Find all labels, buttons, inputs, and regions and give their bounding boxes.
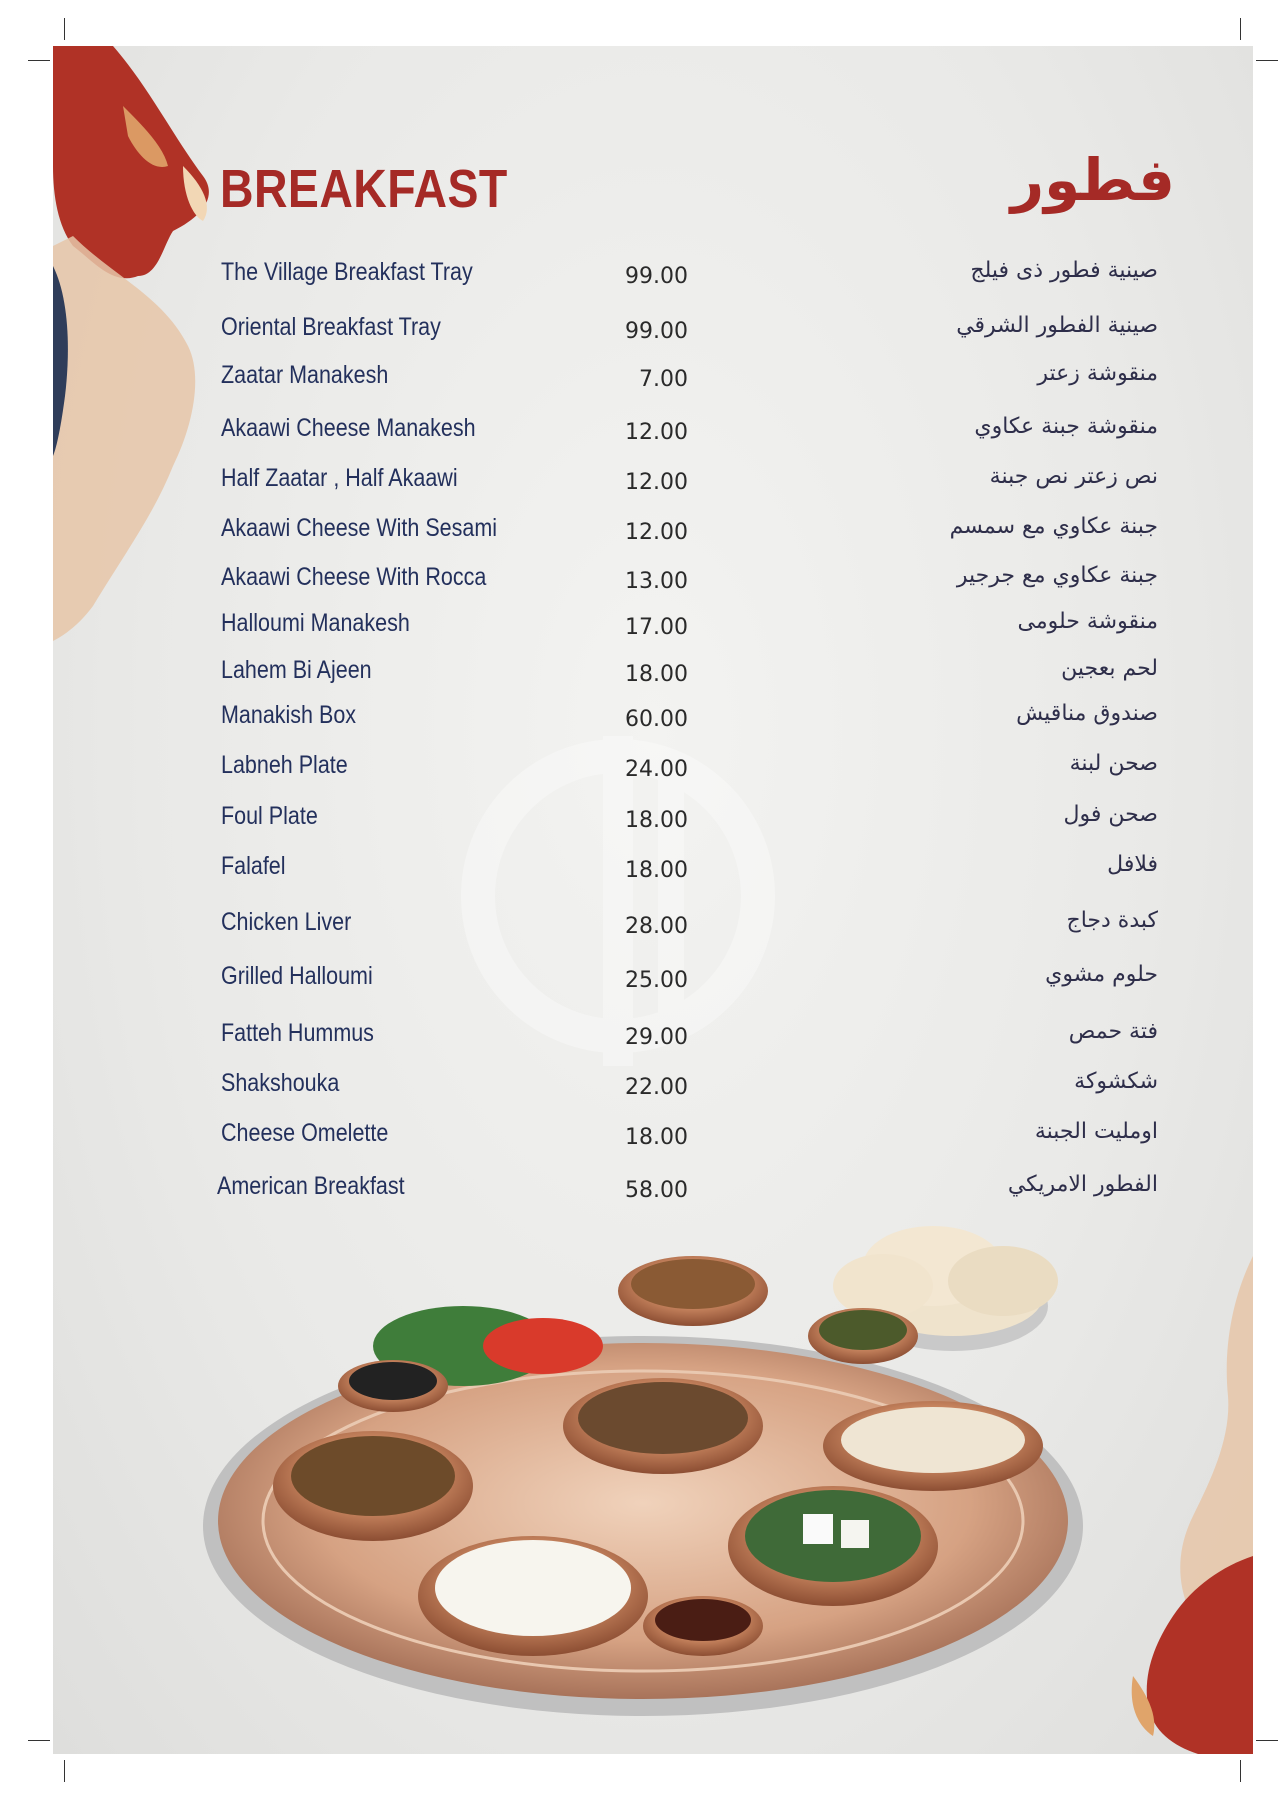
menu-item-arabic-name: منقوشة زعتر	[1037, 361, 1158, 386]
menu-item-name: Akaawi Cheese With Rocca	[221, 563, 487, 591]
menu-item-arabic-name: صحن لبنة	[1069, 751, 1158, 776]
menu-item-price: 12.00	[625, 470, 688, 495]
menu-item-price: 13.00	[625, 569, 688, 594]
menu-item	[53, 656, 1253, 696]
menu-item-arabic-name: صينية الفطور الشرقي	[956, 313, 1158, 338]
crop-mark	[28, 1740, 50, 1741]
menu-item-name: Falafel	[221, 852, 286, 880]
menu-item-name: Cheese Omelette	[221, 1119, 389, 1147]
menu-item	[53, 258, 1253, 298]
menu-item	[53, 701, 1253, 741]
menu-item	[53, 609, 1253, 649]
menu-item-arabic-name: فلافل	[1107, 852, 1158, 877]
menu-item-arabic-name: لحم بعجين	[1061, 656, 1158, 681]
menu-item-name: Akaawi Cheese Manakesh	[221, 414, 476, 442]
menu-item-arabic-name: اومليت الجبنة	[1034, 1119, 1158, 1144]
menu-item	[53, 962, 1253, 1002]
menu-item-name: Manakish Box	[221, 701, 357, 729]
page-title-english: BREAKFAST	[220, 159, 508, 219]
menu-item	[53, 1069, 1253, 1109]
menu-item-name: Foul Plate	[221, 802, 318, 830]
menu-item-arabic-name: حلوم مشوي	[1045, 962, 1158, 987]
crop-mark	[1256, 60, 1278, 61]
menu-item	[53, 563, 1253, 603]
menu-item-name: Fatteh Hummus	[221, 1019, 374, 1047]
menu-item-price: 12.00	[625, 420, 688, 445]
menu-item-name: Shakshouka	[221, 1069, 340, 1097]
crop-mark	[1256, 1740, 1278, 1741]
menu-item-arabic-name: شكشوكة	[1074, 1069, 1158, 1094]
menu-item-name: Akaawi Cheese With Sesami	[221, 514, 498, 542]
menu-item-price: 99.00	[625, 264, 688, 289]
menu-item-price: 28.00	[625, 914, 688, 939]
menu-item-arabic-name: جبنة عكاوي مع جرجير	[956, 563, 1158, 588]
menu-item-arabic-name: صحن فول	[1063, 802, 1158, 827]
menu-item-arabic-name: صندوق مناقيش	[1016, 701, 1158, 726]
menu-item-price: 58.00	[625, 1178, 688, 1203]
menu-item-price: 25.00	[625, 968, 688, 993]
menu-page	[53, 46, 1253, 1754]
menu-item-name: American Breakfast	[217, 1172, 405, 1200]
menu-item	[53, 751, 1253, 791]
menu-item-arabic-name: كبدة دجاج	[1066, 908, 1158, 933]
menu-item-price: 17.00	[625, 615, 688, 640]
menu-item-price: 29.00	[625, 1025, 688, 1050]
menu-item	[53, 414, 1253, 454]
menu-item	[53, 361, 1253, 401]
crop-mark	[1240, 1760, 1241, 1782]
menu-item-name: Half Zaatar , Half Akaawi	[221, 464, 458, 492]
menu-item-arabic-name: فتة حمص	[1068, 1019, 1158, 1044]
crop-mark	[1240, 18, 1241, 40]
menu-item-arabic-name: صينية فطور ذى فيلج	[970, 258, 1158, 283]
menu-item	[53, 852, 1253, 892]
menu-item	[53, 514, 1253, 554]
menu-item	[53, 313, 1253, 353]
menu-item	[53, 802, 1253, 842]
menu-item-price: 18.00	[625, 808, 688, 833]
menu-item-price: 12.00	[625, 520, 688, 545]
menu-item	[53, 464, 1253, 504]
menu-item-price: 99.00	[625, 319, 688, 344]
menu-item-price: 18.00	[625, 858, 688, 883]
menu-item-name: Zaatar Manakesh	[221, 361, 389, 389]
menu-item-price: 18.00	[625, 662, 688, 687]
menu-item-name: Lahem Bi Ajeen	[221, 656, 372, 684]
menu-item-price: 18.00	[625, 1125, 688, 1150]
menu-item	[53, 1019, 1253, 1059]
crop-mark	[64, 1760, 65, 1782]
page-title-arabic: فطور	[1010, 146, 1175, 214]
menu-item-arabic-name: منقوشة جبنة عكاوي	[974, 414, 1158, 439]
menu-item-arabic-name: منقوشة حلومى	[1017, 609, 1158, 634]
crop-mark	[28, 60, 50, 61]
menu-item	[53, 1119, 1253, 1159]
breakfast-tray-image	[173, 1196, 1113, 1736]
menu-item-arabic-name: الفطور الامريكي	[1007, 1172, 1158, 1197]
menu-item-name: The Village Breakfast Tray	[221, 258, 473, 286]
menu-item	[53, 908, 1253, 948]
crop-mark	[64, 18, 65, 40]
menu-item-name: Grilled Halloumi	[221, 962, 373, 990]
menu-item-price: 60.00	[625, 707, 688, 732]
menu-item-price: 24.00	[625, 757, 688, 782]
menu-item-name: Halloumi Manakesh	[221, 609, 410, 637]
menu-item-name: Oriental Breakfast Tray	[221, 313, 441, 341]
menu-item-name: Labneh Plate	[221, 751, 348, 779]
menu-item-name: Chicken Liver	[221, 908, 352, 936]
menu-item-price: 22.00	[625, 1075, 688, 1100]
menu-item-arabic-name: نص زعتر نص جبنة	[989, 464, 1158, 489]
menu-item-arabic-name: جبنة عكاوي مع سمسم	[949, 514, 1158, 539]
menu-item-price: 7.00	[639, 367, 688, 392]
